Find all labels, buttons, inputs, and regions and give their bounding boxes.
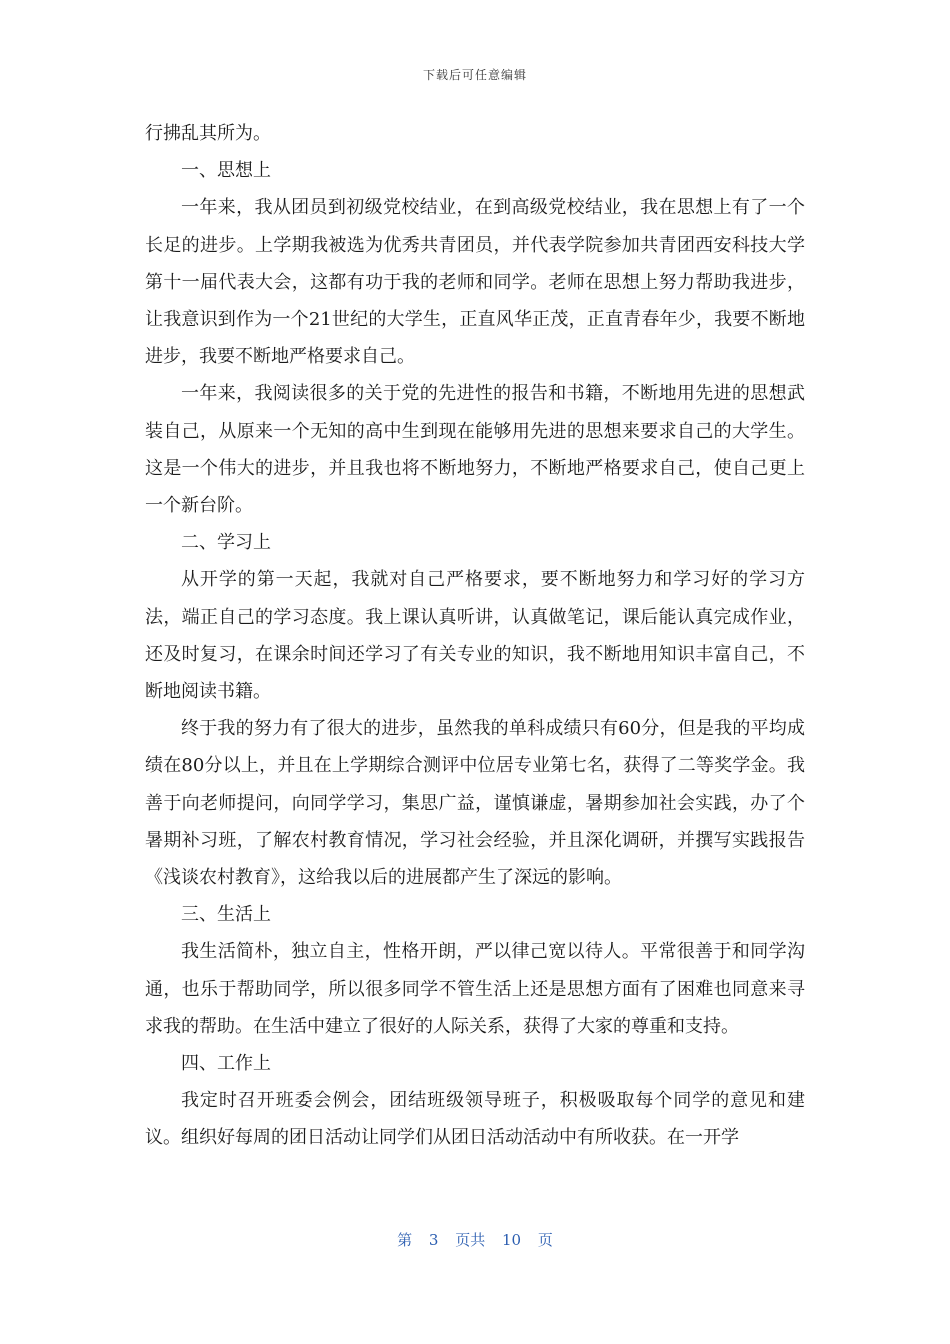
- paragraph: 终于我的努力有了很大的进步，虽然我的单科成绩只有60分，但是我的平均成绩在80分以上，并且在上学期综合测评中位居专业第七名，获得了二等奖学金。我善于向老师提问，向同学学习，集思广益，谨慎谦虚，暑期参加社会实践，办了个暑期补习班，了解农村教育情况，学习社会经验，并且深化调研，并撰写实践报告《浅谈农村教育》，这给我以后的进展都产生了深远的影响。: [145, 718, 805, 889]
- footer-middle: 页共: [455, 1231, 486, 1249]
- section-heading-work: 四、工作上: [181, 1053, 271, 1075]
- paragraph: 从开学的第一天起，我就对自己严格要求，要不断地努力和学习好的学习方法，端正自己的学习态度。我上课认真听讲，认真做笔记，课后能认真完成作业，还及时复习，在课余时间还学习了有关专业的知识，我不断地用知识丰富自己，不断地阅读书籍。: [145, 569, 805, 703]
- page-header-note: 下载后可任意编辑: [422, 68, 527, 82]
- paragraph-continuation: 行拂乱其所为。: [145, 123, 271, 144]
- footer-prefix: 第: [397, 1231, 413, 1249]
- document-body: [145, 115, 805, 1157]
- section-heading-life: 三、生活上: [181, 904, 271, 926]
- total-page-number: 10: [502, 1231, 522, 1249]
- section-heading-study: 二、学习上: [181, 532, 271, 554]
- current-page-number: 3: [428, 1231, 439, 1249]
- footer-suffix: 页: [537, 1231, 553, 1249]
- paragraph: 我生活简朴，独立自主，性格开朗，严以律己宽以待人。平常很善于和同学沟通，也乐于帮助同学，所以很多同学不管生活上还是思想方面有了困难也同意来寻求我的帮助。在生活中建立了很好的人际关系，获得了大家的尊重和支持。: [145, 941, 805, 1037]
- paragraph: 一年来，我从团员到初级党校结业，在到高级党校结业，我在思想上有了一个长足的进步。上学期我被选为优秀共青团员，并代表学院参加共青团西安科技大学第十一届代表大会，这都有功于我的老师和同学。老师在思想上努力帮助我进步，让我意识到作为一个21世纪的大学生，正直风华正茂，正直青春年少，我要不断地进步，我要不断地严格要求自己。: [145, 197, 805, 368]
- paragraph: 一年来，我阅读很多的关于党的先进性的报告和书籍，不断地用先进的思想武装自己，从原来一个无知的高中生到现在能够用先进的思想来要求自己的大学生。这是一个伟大的进步，并且我也将不断地努力，不断地严格要求自己，使自己更上一个新台阶。: [145, 383, 805, 517]
- paragraph: 我定时召开班委会例会，团结班级领导班子，积极吸取每个同学的意见和建议。组织好每周的团日活动让同学们从团日活动活动中有所收获。在一开学: [145, 1090, 805, 1149]
- section-heading-thought: 一、思想上: [181, 160, 271, 182]
- page-footer: [0, 1229, 950, 1250]
